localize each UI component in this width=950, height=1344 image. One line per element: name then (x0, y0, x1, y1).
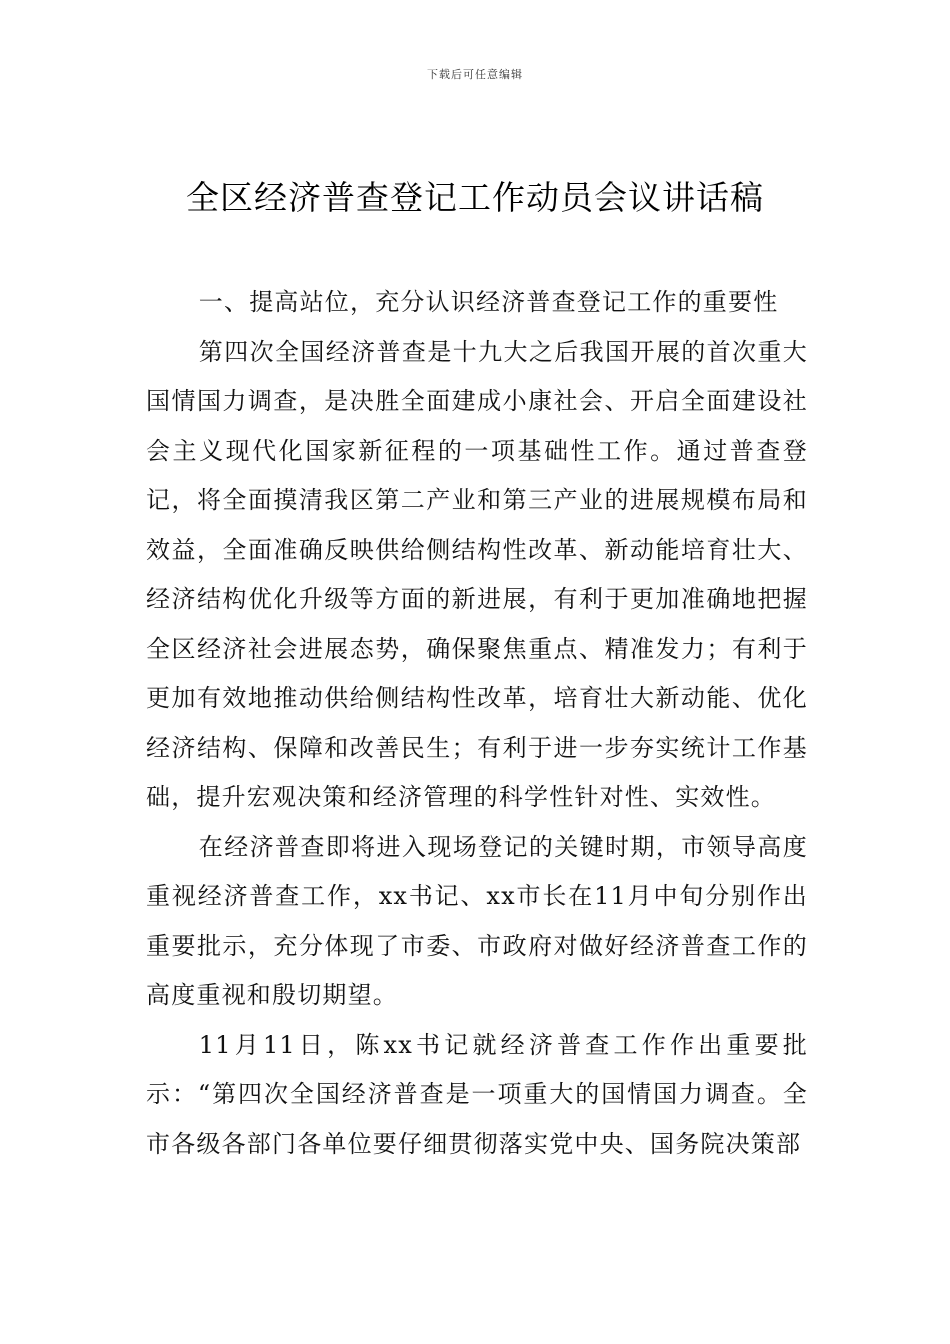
paragraph-2: 在经济普查即将进入现场登记的关键时期，市领导高度重视经济普查工作，xx书记、xx市长在11月中旬分别作出重要批示，充分体现了市委、市政府对做好经济普查工作的高度重视和殷切期望。 (146, 832, 808, 1009)
paragraph-1: 第四次全国经济普查是十九大之后我国开展的首次重大国情国力调查，是决胜全面建成小康社会、开启全面建设社会主义现代化国家新征程的一项基础性工作。通过普查登记，将全面摸清我区第二产业和第三产业的进展规模布局和效益，全面准确反映供给侧结构性改革、新动能培育壮大、经济结构优化升级等方面的新进展，有利于更加准确地把握全区经济社会进展态势，确保聚焦重点、精准发力；有利于更加有效地推动供给侧结构性改革，培育壮大新动能、优化经济结构、保障和改善民生；有利于进一步夯实统计工作基础，提升宏观决策和经济管理的科学性针对性、实效性。 (146, 337, 808, 811)
document-body (146, 278, 808, 1169)
section-heading: 一、提高站位，充分认识经济普查登记工作的重要性 (198, 288, 779, 316)
paragraph-3: 11月11日，陈xx书记就经济普查工作作出重要批示：“第四次全国经济普查是一项重大的国情国力调查。全市各级各部门各单位要仔细贯彻落实党中央、国务院决策部 (146, 1030, 808, 1158)
header-note: 下载后可任意编辑 (427, 68, 523, 81)
document-title: 全区经济普查登记工作动员会议讲话稿 (186, 178, 764, 217)
